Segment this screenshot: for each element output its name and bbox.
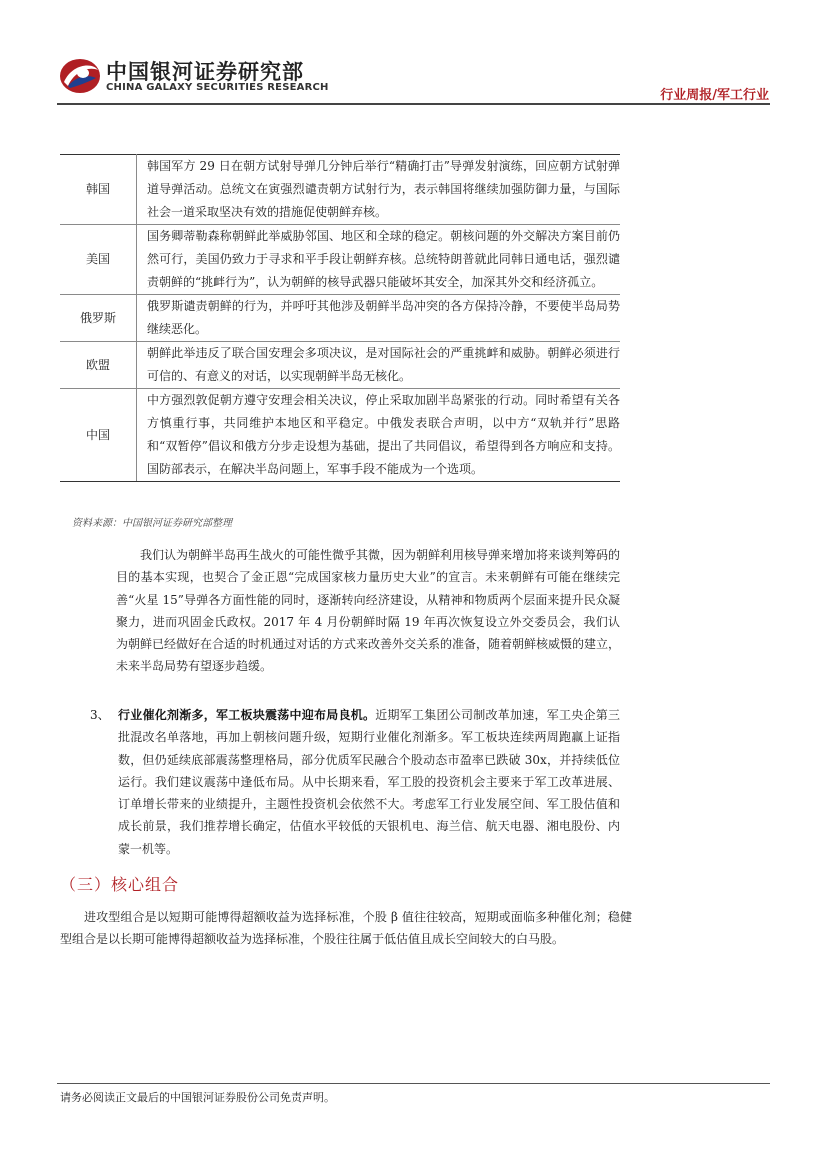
page-header [0,0,827,110]
section-heading: （三）核心组合 [60,875,180,894]
footer-disclaimer: 请务必阅读正文最后的中国银河证券股份公司免责声明。 [60,1091,335,1104]
reaction-cell: 俄罗斯谴责朝鲜的行为，并呼吁其他涉及朝鲜半岛冲突的各方保持冷静，不要使半岛局势继续恶化。 [137,295,621,342]
reaction-cell: 中方强烈敦促朝方遵守安理会相关决议，停止采取加剧半岛紧张的行动。同时希望有关各方慎重行事，共同维护本地区和平稳定。中俄发表联合声明，以中方“双轨并行”思路和“双暂停”倡议和俄方分步走设想为基础，提出了共同倡议，希望得到各方响应和支持。国防部表示，在解决半岛问题上，军事手段不能成为一个选项。 [137,389,621,482]
country-cell: 欧盟 [60,342,137,389]
country-reaction-table [60,154,620,482]
body-paragraph: 进攻型组合是以短期可能博得超额收益为选择标准，个股 β 值往往较高，短期或面临多种催化剂；稳健型组合是以长期可能博得超额收益为选择标准，个股往往属于低估值且成长空间较大的白马股。 [60,910,632,947]
list-item-text: 近期军工集团公司制改革加速，军工央企第三批混改名单落地，再加上朝核问题升级，短期行业催化剂渐多。军工板块连续两周跑赢上证指数，但仍延续底部震荡整理格局，部分优质军民融合个股动态市盈率已跌破 30x，并持续低位运行。我们建议震荡中逢低布局。从中长期来看，军工股的投资机会主要来于军工改革进展、订单增长带来的业绩提升，主题性投资机会依然不大。考虑军工行业发展空间、军工股估值和成长前景，我们推荐增长确定，估值水平较低的天银机电、海兰信、航天电器、湘电股份、内蒙一机等。 [118,708,620,856]
report-type-label: 行业周报/军工行业 [660,88,769,103]
table-row [60,342,620,389]
brand-name-en: CHINA GALAXY SECURITIES RESEARCH [106,82,329,93]
country-cell: 韩国 [60,155,137,225]
body-paragraph: 我们认为朝鲜半岛再生战火的可能性微乎其微，因为朝鲜利用核导弹来增加将来谈判筹码的目的基本实现，也契合了金正恩“完成国家核力量历史大业”的宣言。未来朝鲜有可能在继续完善“火星 15”导弹各方面性能的同时，逐渐转向经济建设，从精神和物质两个层面来提升民众凝聚力，进而巩固金氏政权。2017 年 4 月份朝鲜时隔 19 年再次恢复设立外交委员会，我们认为朝鲜已经做好在合适的时机通过对话的方式来改善外交关系的准备，随着朝鲜核威慑的建立，未来半岛局势有望逐步趋缓。 [116,548,621,674]
reaction-cell: 国务卿蒂勒森称朝鲜此举威胁邻国、地区和全球的稳定。朝核问题的外交解决方案目前仍然可行，美国仍致力于寻求和平手段让朝鲜弃核。总统特朗普就此同韩日通电话，强烈谴责朝鲜的“挑衅行为”，认为朝鲜的核导武器只能破坏其安全，加深其外交和经济孤立。 [137,225,621,295]
table-row [60,295,620,342]
brand-name-cn: 中国银河证券研究部 [106,60,304,84]
footer-divider [57,1083,770,1084]
country-cell: 美国 [60,225,137,295]
table-source-note: 资料来源：中国银河证券研究部整理 [72,518,232,529]
table-row [60,389,620,482]
reaction-cell: 韩国军方 29 日在朝方试射导弹几分钟后举行“精确打击”导弹发射演练，回应朝方试射弹道导弹活动。总统文在寅强烈谴责朝方试射行为，表示韩国将继续加强防御力量，与国际社会一道采取坚决有效的措施促使朝鲜弃核。 [137,155,621,225]
table-row [60,225,620,295]
country-cell: 中国 [60,389,137,482]
country-cell: 俄罗斯 [60,295,137,342]
galaxy-logo-icon [58,56,102,96]
list-item-paragraph [118,704,620,860]
header-divider [57,103,770,105]
reaction-cell: 朝鲜此举违反了联合国安理会多项决议，是对国际社会的严重挑衅和威胁。朝鲜必须进行可信的、有意义的对话，以实现朝鲜半岛无核化。 [137,342,621,389]
list-item-lead: 行业催化剂渐多，军工板块震荡中迎布局良机。 [118,708,376,722]
table-row [60,155,620,225]
list-item-number: 3、 [90,708,110,722]
